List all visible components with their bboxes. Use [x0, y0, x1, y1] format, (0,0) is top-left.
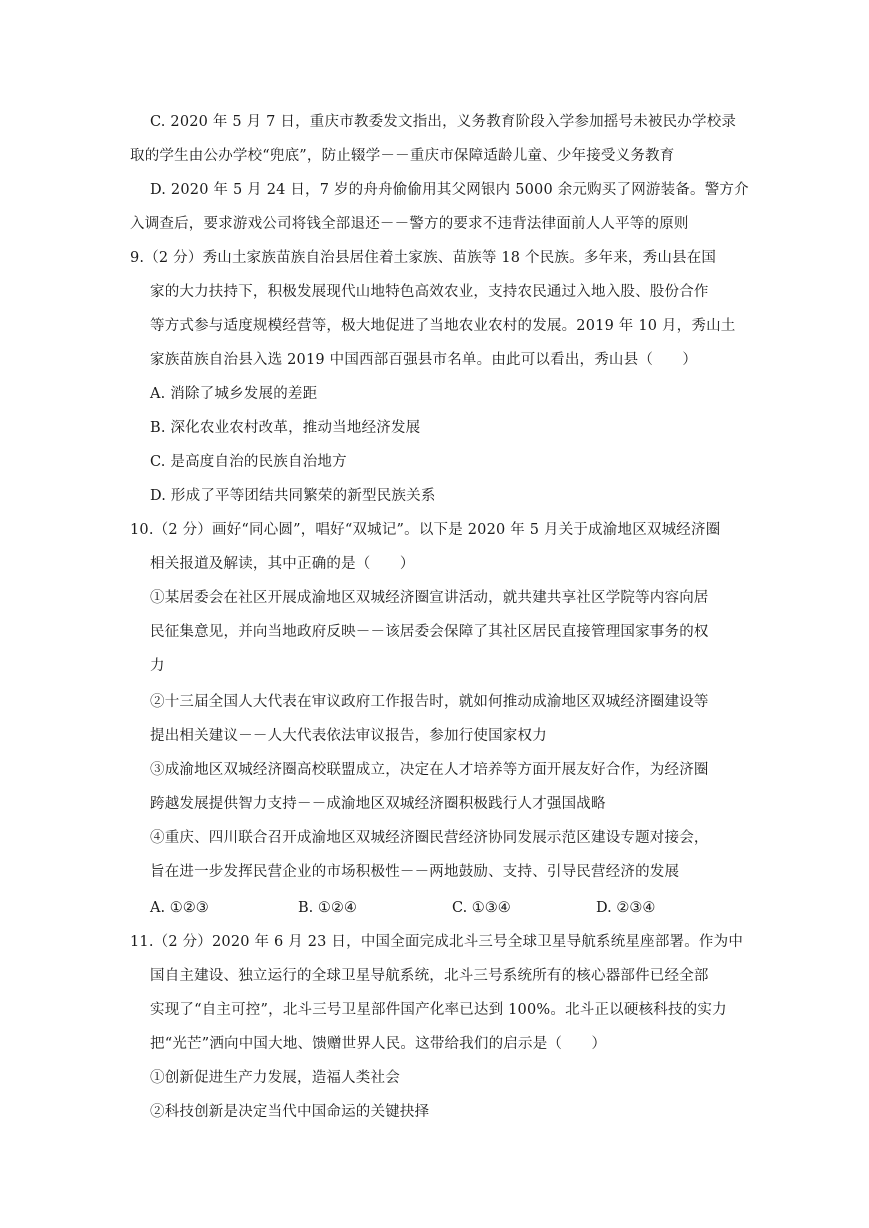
q11-stem-line-1: 11.（2 分）2020 年 6 月 23 日，中国全面完成北斗三号全球卫星导航系统星座部署。作为中 [130, 934, 744, 950]
q9-stem-line-4: 家族苗族自治县入选 2019 中国西部百强县市名单。由此可以看出，秀山县（ ） [150, 352, 698, 368]
q8-option-c-line-2: 取的学生由公办学校“兜底”，防止辍学－－重庆市保障适龄儿童、少年接受义务教育 [130, 148, 675, 164]
q10-stem-line-2: 相关报道及解读，其中正确的是（ ） [150, 556, 415, 572]
q10-option-a: A. ①②③ [150, 900, 209, 916]
q10-option-b: B. ①②④ [298, 900, 357, 916]
q11-stem-line-2: 国自主建设、独立运行的全球卫星导航系统，北斗三号系统所有的核心器部件已经全部 [150, 968, 709, 984]
q10-item-1-line-3: 力 [150, 658, 165, 674]
q9-stem-line-3: 等方式参与适度规模经营等，极大地促进了当地农业农村的发展。2019 年 10 月，秀山土 [150, 318, 736, 334]
q11-stem-line-4: 把“光芒”洒向中国大地、馈赠世界人民。这带给我们的启示是（ ） [150, 1036, 607, 1052]
q10-item-4-line-2: 旨在进一步发挥民营企业的市场积极性－－两地鼓励、支持、引导民营经济的发展 [150, 864, 680, 880]
q9-option-d: D. 形成了平等团结共同繁荣的新型民族关系 [150, 488, 436, 504]
q9-stem-line-2: 家的大力扶持下，积极发展现代山地特色高效农业，支持农民通过入地入股、股份合作 [150, 284, 709, 300]
q11-stem-line-3: 实现了“自主可控”，北斗三号卫星部件国产化率已达到 100%。北斗正以硬核科技的实力 [150, 1002, 727, 1018]
q10-item-3-line-1: ③成渝地区双城经济圈高校联盟成立，决定在人才培养等方面开展友好合作，为经济圈 [150, 762, 709, 778]
q10-option-d: D. ②③④ [596, 900, 656, 916]
q10-item-1-line-2: 民征集意见，并向当地政府反映－－该居委会保障了其社区居民直接管理国家事务的权 [150, 624, 709, 640]
q8-option-d-line-1: D. 2020 年 5 月 24 日，7 岁的舟舟偷偷用其父网银内 5000 余元购买了网游装备。警方介 [150, 182, 749, 198]
q10-item-3-line-2: 跨越发展提供智力支持－－成渝地区双城经济圈积极践行人才强国战略 [150, 796, 606, 812]
q9-option-a: A. 消除了城乡发展的差距 [150, 386, 318, 402]
q9-option-c: C. 是高度自治的民族自治地方 [150, 454, 347, 470]
q10-item-4-line-1: ④重庆、四川联合召开成渝地区双城经济圈民营经济协同发展示范区建设专题对接会， [150, 830, 709, 846]
q10-option-c: C. ①③④ [452, 900, 511, 916]
q10-item-1-line-1: ①某居委会在社区开展成渝地区双城经济圈宣讲活动，就共建共享社区学院等内容向居 [150, 590, 709, 606]
q10-item-2-line-2: 提出相关建议－－人大代表依法审议报告，参加行使国家权力 [150, 728, 547, 744]
q11-item-2: ②科技创新是决定当代中国命运的关键抉择 [150, 1104, 430, 1120]
q10-item-2-line-1: ②十三届全国人大代表在审议政府工作报告时，就如何推动成渝地区双城经济圈建设等 [150, 694, 709, 710]
q9-option-b: B. 深化农业农村改革，推动当地经济发展 [150, 420, 421, 436]
q8-option-c-line-1: C. 2020 年 5 月 7 日，重庆市教委发文指出，义务教育阶段入学参加摇号未被民办学校录 [150, 114, 737, 130]
q10-stem-line-1: 10.（2 分）画好“同心圆”，唱好“双城记”。以下是 2020 年 5 月关于成渝地区双城经济圈 [130, 522, 721, 538]
q9-stem-line-1: 9.（2 分）秀山土家族苗族自治县居住着土家族、苗族等 18 个民族。多年来，秀山县在国 [130, 250, 717, 266]
q11-item-1: ①创新促进生产力发展，造福人类社会 [150, 1070, 400, 1086]
q8-option-d-line-2: 入调查后，要求游戏公司将钱全部退还－－警方的要求不违背法律面前人人平等的原则 [130, 216, 689, 232]
